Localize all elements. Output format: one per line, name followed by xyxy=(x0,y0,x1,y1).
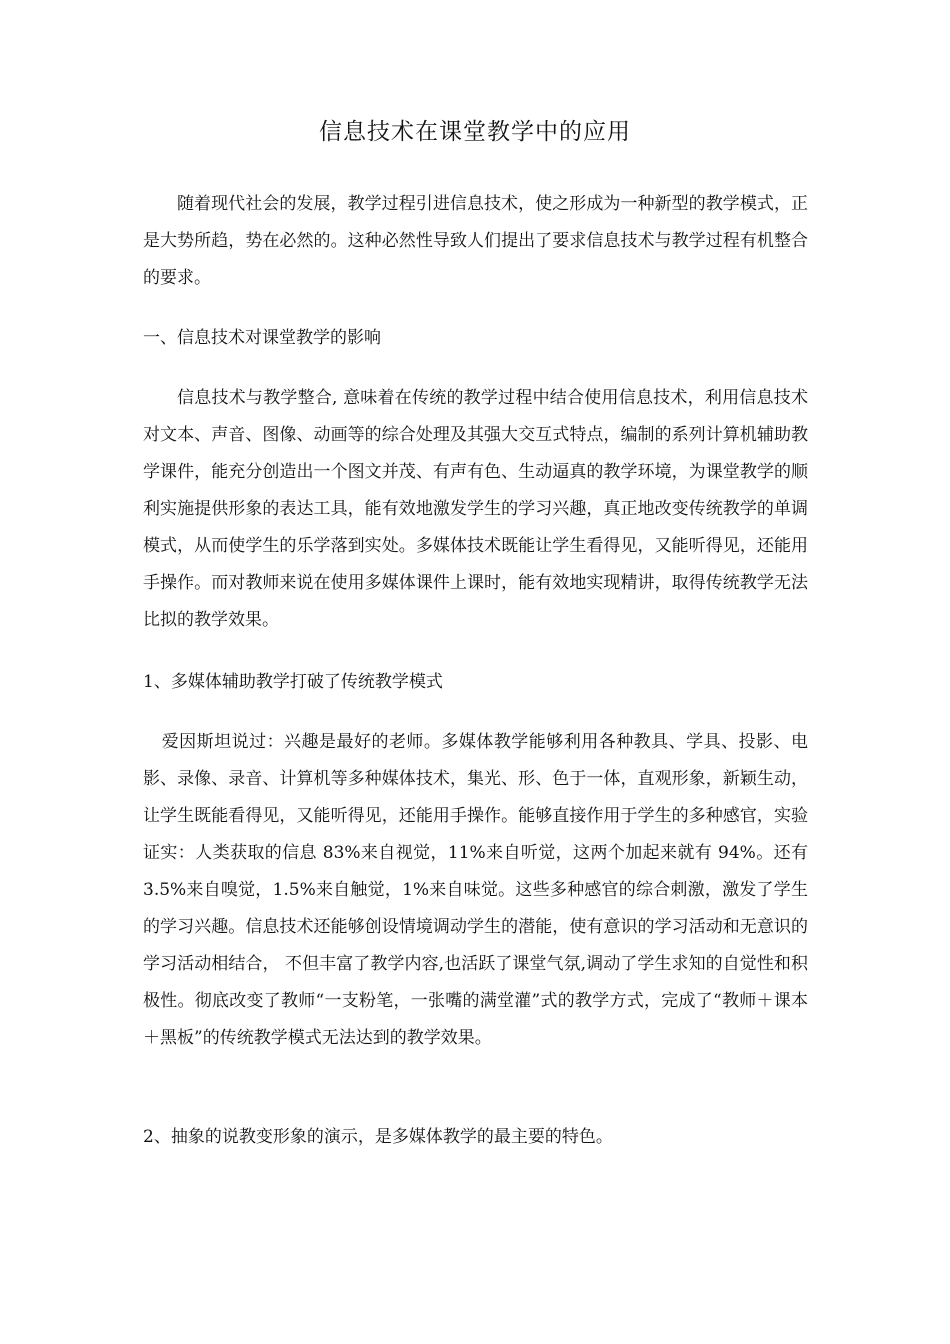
section-1-heading: 一、信息技术对课堂教学的影响 xyxy=(143,328,381,348)
subsection-1-heading: 1、多媒体辅助教学打破了传统教学模式 xyxy=(143,672,443,692)
subsection-1-paragraph: 爱因斯坦说过：兴趣是最好的老师。多媒体教学能够利用各种教具、学具、投影、电影、录像、录音、计算机等多种媒体技术，集光、形、色于一体，直观形象，新颖生动，让学生既能看得见，又能听得见，还能用手操作。能够直接作用于学生的多种感官，实验证实：人类获取的信息 83%来自视觉，11%来自听觉，这两个加起来就有 94%。还有 3.5%来自嗅觉，1.5%来自触觉，1%来自味觉。这些多种感官的综合刺激，激发了学生的学习兴趣。信息技术还能够创设情境调动学生的潜能，使有意识的学习活动和无意识的学习活动相结合， 不但丰富了教学内容,也活跃了课堂气氛,调动了学生求知的自觉性和积极性。彻底改变了教师“一支粉笔，一张嘴的满堂灌”式的教学方式，完成了“教师＋课本＋黑板”的传统教学模式无法达到的教学效果。 xyxy=(143,732,808,1048)
subsection-2-heading: 2、抽象的说教变形象的演示，是多媒体教学的最主要的特色。 xyxy=(143,1127,613,1147)
document-title: 信息技术在课堂教学中的应用 xyxy=(319,119,631,145)
intro-paragraph: 随着现代社会的发展，教学过程引进信息技术，使之形成为一种新型的教学模式，正是大势所趋，势在必然的。这种必然性导致人们提出了要求信息技术与教学过程有机整合的要求。 xyxy=(143,194,808,288)
section-1-paragraph: 信息技术与教学整合, 意味着在传统的教学过程中结合使用信息技术，利用信息技术对文本、声音、图像、动画等的综合处理及其强大交互式特点，编制的系列计算机辅助教学课件，能充分创造出一个图文并茂、有声有色、生动逼真的教学环境，为课堂教学的顺利实施提供形象的表达工具，能有效地激发学生的学习兴趣，真正地改变传统教学的单调模式，从而使学生的乐学落到实处。多媒体技术既能让学生看得见，又能听得见，还能用手操作。而对教师来说在使用多媒体课件上课时，能有效地实现精讲，取得传统教学无法比拟的教学效果。 xyxy=(143,388,808,630)
